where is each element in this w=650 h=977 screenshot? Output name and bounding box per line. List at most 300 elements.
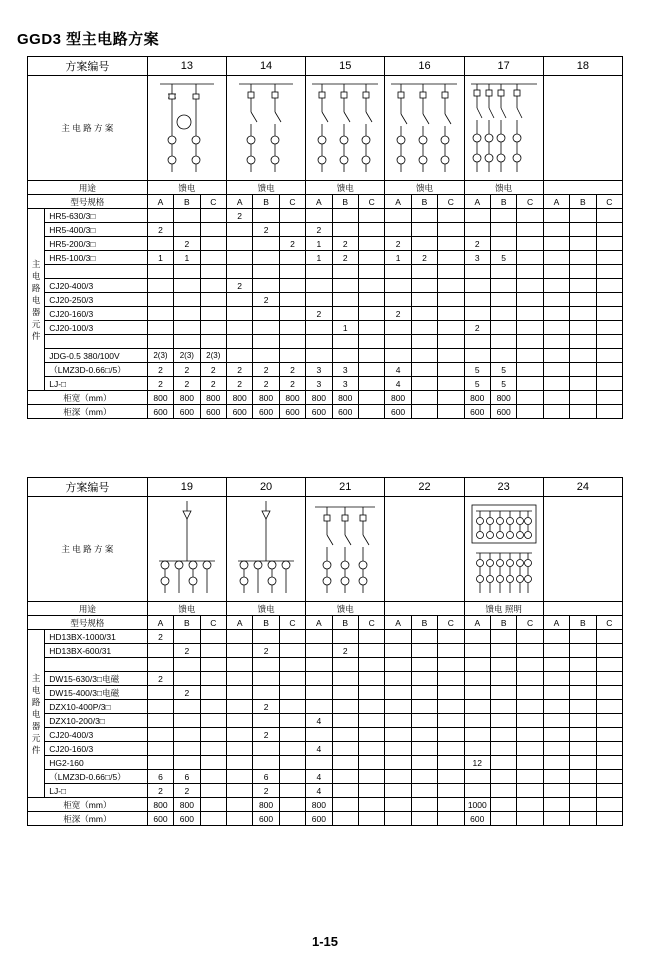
cell — [147, 307, 173, 321]
cell — [358, 349, 384, 363]
table-row — [28, 497, 623, 602]
cell — [200, 784, 226, 798]
cell — [253, 714, 279, 728]
cell: 800 — [226, 391, 252, 405]
cell — [411, 728, 437, 742]
cell — [411, 223, 437, 237]
cell: 2 — [147, 377, 173, 391]
cell — [411, 798, 437, 812]
cell — [570, 321, 596, 335]
cell: 2 — [226, 377, 252, 391]
col-header-a: A — [147, 616, 173, 630]
cell: 2 — [279, 363, 305, 377]
cell — [358, 742, 384, 756]
cell — [200, 728, 226, 742]
cell — [517, 686, 543, 700]
cell — [596, 714, 622, 728]
cell — [358, 784, 384, 798]
cell — [464, 742, 490, 756]
cell: 2 — [253, 363, 279, 377]
table-row — [28, 57, 623, 76]
cell: 800 — [385, 391, 411, 405]
cell — [200, 335, 226, 349]
cell — [464, 209, 490, 223]
table-scheme-19-24 — [27, 477, 623, 826]
cell — [358, 630, 384, 644]
cell — [570, 686, 596, 700]
cell — [517, 798, 543, 812]
cell: 2 — [253, 223, 279, 237]
cell — [358, 265, 384, 279]
cell: 2 — [253, 784, 279, 798]
cell — [147, 335, 173, 349]
cell — [306, 686, 332, 700]
cell — [306, 265, 332, 279]
cell — [411, 686, 437, 700]
cell: 4 — [385, 377, 411, 391]
model-spec-label: 型号规格 — [28, 616, 148, 630]
col-header-a: A — [543, 616, 569, 630]
cell — [174, 728, 200, 742]
scheme-number: 15 — [306, 57, 385, 76]
cell — [490, 728, 516, 742]
cell — [174, 335, 200, 349]
cell — [332, 349, 358, 363]
cell — [490, 307, 516, 321]
cell — [306, 209, 332, 223]
cell: 5 — [490, 377, 516, 391]
cell — [411, 672, 437, 686]
cell — [517, 279, 543, 293]
cell: 2 — [385, 307, 411, 321]
cell — [385, 293, 411, 307]
col-header-a: A — [543, 195, 569, 209]
cell — [517, 658, 543, 672]
cell — [279, 812, 305, 826]
circuit-diagram-icon — [228, 497, 304, 601]
cell — [200, 658, 226, 672]
table-row — [28, 363, 623, 377]
schematic-22 — [385, 497, 464, 602]
cell — [279, 293, 305, 307]
cell — [517, 714, 543, 728]
cell: 1 — [385, 251, 411, 265]
cell — [596, 335, 622, 349]
cell — [279, 279, 305, 293]
cell — [570, 658, 596, 672]
cell — [570, 700, 596, 714]
cell: 2 — [464, 321, 490, 335]
cell — [226, 770, 252, 784]
cell — [438, 756, 464, 770]
cell — [438, 672, 464, 686]
cell — [411, 756, 437, 770]
col-header-c: C — [358, 195, 384, 209]
cell — [543, 279, 569, 293]
cell: 800 — [147, 798, 173, 812]
cell — [464, 686, 490, 700]
usage-value: 馈电 — [147, 181, 226, 195]
cell — [517, 251, 543, 265]
cell — [226, 349, 252, 363]
cell: 600 — [174, 405, 200, 419]
table-row — [28, 76, 623, 181]
row-label: CJ20-250/3 — [45, 293, 148, 307]
cell — [200, 279, 226, 293]
col-header-c: C — [279, 616, 305, 630]
cell — [464, 630, 490, 644]
cell — [385, 798, 411, 812]
table-row — [28, 714, 623, 728]
cell — [438, 307, 464, 321]
cell — [358, 307, 384, 321]
usage-value: 馈电 — [464, 181, 543, 195]
cell: 5 — [464, 377, 490, 391]
cell — [543, 223, 569, 237]
cell — [543, 700, 569, 714]
row-label: DW15-400/3□电磁 — [45, 686, 148, 700]
cell — [226, 630, 252, 644]
cell — [490, 700, 516, 714]
cell — [438, 349, 464, 363]
cell — [385, 321, 411, 335]
cell: 5 — [490, 363, 516, 377]
cell — [332, 630, 358, 644]
row-label: （LMZ3D-0.66□/5） — [45, 363, 148, 377]
cell — [543, 714, 569, 728]
cell — [543, 644, 569, 658]
cell — [438, 279, 464, 293]
cell — [253, 335, 279, 349]
table-row — [28, 630, 623, 644]
cell: 2 — [411, 251, 437, 265]
cell — [543, 405, 569, 419]
cell: 4 — [306, 742, 332, 756]
cell — [332, 209, 358, 223]
cell — [200, 714, 226, 728]
col-header-a: A — [147, 195, 173, 209]
usage-value — [543, 602, 622, 616]
cell — [226, 714, 252, 728]
cell — [411, 658, 437, 672]
cell — [517, 405, 543, 419]
col-header-c: C — [596, 195, 622, 209]
scheme-number-label: 方案编号 — [28, 57, 148, 76]
cell — [200, 630, 226, 644]
scheme-number: 18 — [543, 57, 622, 76]
table-row — [28, 251, 623, 265]
cell — [306, 349, 332, 363]
schematic-23 — [464, 497, 543, 602]
cell — [174, 293, 200, 307]
cell — [411, 630, 437, 644]
cell — [279, 714, 305, 728]
cell — [226, 237, 252, 251]
schematic-13 — [147, 76, 226, 181]
cell — [464, 728, 490, 742]
cell — [570, 391, 596, 405]
cell: 2(3) — [147, 349, 173, 363]
schematic-17 — [464, 76, 543, 181]
cell — [596, 223, 622, 237]
row-label: （LMZ3D-0.66□/5） — [45, 770, 148, 784]
cell: 2 — [174, 363, 200, 377]
table-row — [28, 784, 623, 798]
table-row — [28, 700, 623, 714]
row-label: HR5-400/3□ — [45, 223, 148, 237]
cell — [147, 265, 173, 279]
col-header-a: A — [306, 195, 332, 209]
page-title: GGD3 型主电路方案 — [17, 31, 160, 48]
cell — [226, 672, 252, 686]
cell — [385, 756, 411, 770]
cell — [332, 700, 358, 714]
cell — [490, 335, 516, 349]
usage-value: 馈电 — [226, 181, 305, 195]
cell: 3 — [464, 251, 490, 265]
cell — [464, 223, 490, 237]
cell — [438, 700, 464, 714]
cell — [200, 770, 226, 784]
cell — [306, 700, 332, 714]
cell: 6 — [147, 770, 173, 784]
cell — [279, 672, 305, 686]
table-row — [28, 321, 623, 335]
cell — [570, 293, 596, 307]
table-row — [28, 672, 623, 686]
table-row — [28, 798, 623, 812]
cell — [490, 798, 516, 812]
cell — [385, 349, 411, 363]
cell — [490, 279, 516, 293]
cell — [226, 321, 252, 335]
cell — [438, 658, 464, 672]
col-header-c: C — [517, 195, 543, 209]
cell — [596, 756, 622, 770]
cell — [200, 672, 226, 686]
cell — [200, 251, 226, 265]
cell — [358, 321, 384, 335]
cell — [490, 630, 516, 644]
cell — [226, 265, 252, 279]
cell — [411, 307, 437, 321]
cell — [358, 672, 384, 686]
circuit-diagram-icon — [466, 497, 542, 601]
cell: 1 — [306, 237, 332, 251]
col-header-a: A — [226, 616, 252, 630]
cell — [490, 658, 516, 672]
cell — [570, 363, 596, 377]
cell — [543, 307, 569, 321]
cell — [543, 349, 569, 363]
row-label: HD13BX-1000/31 — [45, 630, 148, 644]
cell — [147, 293, 173, 307]
table-row — [28, 405, 623, 419]
cell — [596, 209, 622, 223]
cell — [174, 756, 200, 770]
cell — [570, 812, 596, 826]
cell: 12 — [464, 756, 490, 770]
cell — [411, 321, 437, 335]
cell — [385, 770, 411, 784]
cell — [332, 756, 358, 770]
cell: 2 — [385, 237, 411, 251]
schematic-18 — [543, 76, 622, 181]
cell — [464, 307, 490, 321]
cell: 800 — [332, 391, 358, 405]
cell — [358, 279, 384, 293]
cell — [279, 658, 305, 672]
schematic-19 — [147, 497, 226, 602]
cell: 800 — [174, 391, 200, 405]
cell: 2 — [253, 644, 279, 658]
schematic-14 — [226, 76, 305, 181]
table1 — [27, 56, 623, 419]
col-header-b: B — [174, 616, 200, 630]
cell: 600 — [279, 405, 305, 419]
row-label: LJ-□ — [45, 784, 148, 798]
cell — [570, 223, 596, 237]
cell — [411, 784, 437, 798]
cell — [253, 349, 279, 363]
cell — [358, 798, 384, 812]
table-row — [28, 812, 623, 826]
table-row — [28, 335, 623, 349]
cell: 2 — [226, 209, 252, 223]
cell — [358, 209, 384, 223]
cell — [543, 321, 569, 335]
cell — [543, 265, 569, 279]
usage-value — [543, 181, 622, 195]
cell: 2 — [226, 363, 252, 377]
cell — [147, 658, 173, 672]
cell — [438, 405, 464, 419]
cell: 4 — [306, 714, 332, 728]
cell — [200, 756, 226, 770]
cell — [358, 251, 384, 265]
cell — [358, 363, 384, 377]
cell — [517, 293, 543, 307]
scheme-number: 21 — [306, 478, 385, 497]
page-number: 1-15 — [311, 934, 339, 949]
cell — [570, 630, 596, 644]
cell — [464, 335, 490, 349]
row-label: LJ-□ — [45, 377, 148, 391]
cell — [543, 335, 569, 349]
row-label: DZX10-200/3□ — [45, 714, 148, 728]
cell — [517, 223, 543, 237]
cell — [570, 756, 596, 770]
cell — [306, 658, 332, 672]
cell: 2 — [147, 784, 173, 798]
cell: 4 — [306, 770, 332, 784]
scheme-number: 19 — [147, 478, 226, 497]
row-label: HG2-160 — [45, 756, 148, 770]
cell — [332, 307, 358, 321]
cell — [517, 349, 543, 363]
cell — [174, 630, 200, 644]
cell — [358, 686, 384, 700]
cell — [147, 756, 173, 770]
col-header-c: C — [517, 616, 543, 630]
cell — [596, 237, 622, 251]
cell — [411, 405, 437, 419]
cell — [570, 349, 596, 363]
cell — [332, 293, 358, 307]
row-label: CJ20-160/3 — [45, 742, 148, 756]
cell: 3 — [332, 363, 358, 377]
cell: 2 — [174, 237, 200, 251]
cell — [279, 223, 305, 237]
cell — [279, 686, 305, 700]
usage-value: 馈电 照明 — [464, 602, 543, 616]
cell — [174, 700, 200, 714]
row-label: DZX10-400P/3□ — [45, 700, 148, 714]
table-row — [28, 756, 623, 770]
cell — [490, 223, 516, 237]
cell — [279, 265, 305, 279]
cell — [253, 756, 279, 770]
cell — [226, 686, 252, 700]
row-label: CJ20-160/3 — [45, 307, 148, 321]
cell — [411, 363, 437, 377]
cell — [570, 644, 596, 658]
usage-value: 馈电 — [306, 181, 385, 195]
cell: 2 — [147, 363, 173, 377]
scheme-number: 20 — [226, 478, 305, 497]
cell — [279, 251, 305, 265]
cell: 2 — [253, 293, 279, 307]
table-row — [28, 223, 623, 237]
cell — [332, 812, 358, 826]
cell — [385, 644, 411, 658]
cell — [596, 265, 622, 279]
col-header-c: C — [358, 616, 384, 630]
cell — [517, 265, 543, 279]
cell — [596, 279, 622, 293]
table-row — [28, 478, 623, 497]
cell — [517, 672, 543, 686]
cell — [411, 700, 437, 714]
table-row — [28, 616, 623, 630]
cell — [543, 363, 569, 377]
cell: 600 — [464, 812, 490, 826]
cell — [596, 658, 622, 672]
cell: 600 — [147, 405, 173, 419]
cell — [438, 686, 464, 700]
cell — [253, 321, 279, 335]
col-header-c: C — [200, 195, 226, 209]
cell — [279, 321, 305, 335]
col-header-b: B — [253, 195, 279, 209]
main-circuit-scheme-label: 主 电 路 方 案 — [28, 497, 148, 602]
cell: 3 — [332, 377, 358, 391]
cell: 2(3) — [174, 349, 200, 363]
cell — [438, 812, 464, 826]
cell — [517, 784, 543, 798]
side-label-components: 主 电 路 电 器 元 件 — [28, 209, 45, 391]
cell — [596, 307, 622, 321]
cell — [279, 728, 305, 742]
cell — [279, 630, 305, 644]
circuit-diagram-icon — [465, 78, 543, 178]
cell — [226, 293, 252, 307]
cell — [385, 335, 411, 349]
cell — [358, 728, 384, 742]
cell — [464, 265, 490, 279]
cell — [411, 293, 437, 307]
cell — [385, 265, 411, 279]
